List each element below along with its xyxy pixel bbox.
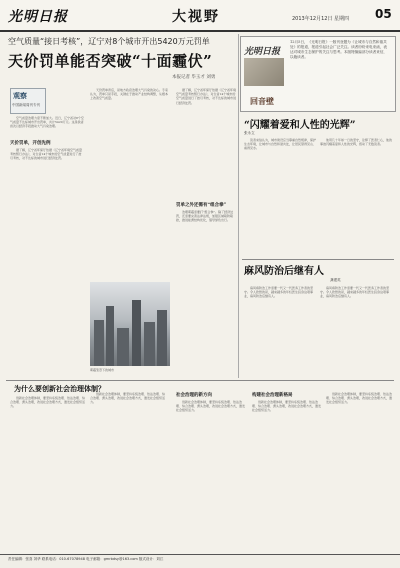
city-smog-photo: [90, 282, 170, 366]
issue-date: 2013年12月12日 星期四: [292, 16, 350, 22]
bottom-col-5: 创新社会治理体制，要坚持系统治理、依法治理、综合治理、源头治理，改进社会治理方式，激发社会组织活力。: [326, 392, 393, 405]
promo-label: 回音壁: [250, 96, 274, 106]
section-separator: [6, 380, 394, 381]
right-article-2-col-2: 麻风病防治工作需要一代又一代医务工作者的坚守。令人欣慰的是，越来越多的年轻医生投身这项事业，麻风防治后继有人。: [320, 286, 390, 299]
lead-column-1: 据了解，辽宁省环保厅依据《辽宁省环境空气质量考核暂行办法》，对全省14个城市的空气质量进行了按月考核，对不达标的城市进行经济处罚。: [10, 148, 83, 161]
lead-subhead-2: 罚单之外还需有“组合拳”: [176, 203, 227, 208]
lead-column-3: 据了解，辽宁省环保厅依据《辽宁省环境空气质量考核暂行办法》，对全省14个城市的空气质量进行了按月考核，对不达标的城市进行经济处罚。: [176, 88, 236, 105]
badge-subtitle: 中国新闻周刊专刊: [12, 103, 40, 107]
bottom-colhead-2: 构建社会治理新格局: [252, 393, 293, 398]
lead-subhead-1: 天价罚单，开创先例: [10, 141, 51, 146]
article-separator: [242, 259, 394, 260]
right-article-2-headline: 麻风防治后继有人: [244, 266, 324, 277]
bottom-col-4: 创新社会治理体制，要坚持系统治理、依法治理、综合治理、源头治理，改进社会治理方式，激发社会组织活力。: [252, 400, 322, 413]
bottom-article-headline: 为什么要创新社会治理体制？: [14, 384, 105, 393]
column-divider: [238, 34, 239, 378]
promo-logo: 光明日报: [244, 47, 281, 57]
newspaper-logo: 光明日报: [8, 9, 68, 25]
promo-image: [244, 58, 284, 86]
page-number: 05: [375, 7, 392, 21]
bottom-colhead-1: 社会治理的新方向: [176, 393, 212, 398]
promo-text: 12月5日，《光明日报》一版刊登题为《让城市与自然和谐共处》的报道，报道引起社会广泛关注。读者纷纷来电来函，表达对城市生态保护的关注与思考。本版特摘编部分读者来信，以飨读者。: [290, 40, 388, 59]
photo-caption: 雾霾笼罩下的城市: [90, 368, 115, 372]
right-article-1-headline: “闪耀着爱和人性的光辉”: [244, 120, 356, 131]
lead-column-1-intro: 空气质量治理力度不断加大。近日，辽宁省对8个空气质量不达标城市开出罚单，共计5420万元。这是我省首次以经济手段推动大气污染治理。: [10, 116, 84, 129]
right-article-2-author: 龚建英: [330, 278, 341, 282]
right-article-1-col-2: 他用几十年如一日的坚守，诠释了医者仁心，他的事迹闪耀着爱和人性的光辉，感动了无数读者。: [320, 138, 392, 147]
right-article-2-col-1: 麻风病防治工作需要一代又一代医务工作者的坚守。令人欣慰的是，越来越多的年轻医生投身这项事业，麻风防治后继有人。: [244, 286, 314, 299]
bottom-col-3: 创新社会治理体制，要坚持系统治理、依法治理、综合治理、源头治理，改进社会治理方式，激发社会组织活力。: [176, 400, 246, 413]
lead-headline: 天价罚单能否突破“十面霾伏”: [8, 52, 213, 70]
lead-kicker: 空气质量“接日考核”，辽宁对8个城市开出5420万元罚单: [8, 37, 210, 46]
lead-column-2: 天价罚单背后，是地方政府治理大气污染的决心。专家认为，罚单只是手段，关键在于推动产业结构调整，从根本上改善空气质量。: [90, 88, 169, 101]
bottom-col-2: 创新社会治理体制，要坚持系统治理、依法治理、综合治理、源头治理，改进社会治理方式，激发社会组织活力。: [90, 392, 166, 405]
section-title: 大视野: [172, 9, 220, 25]
footer-editor-info: 责任编辑：张喜 刘华 联系电话：010-67078948 电子邮箱：gmrbdsy@163.com 版式设计：刘江: [8, 557, 164, 561]
lead-byline: 本报记者 毕玉才 刘勇: [172, 75, 216, 80]
right-article-1-col-1: 读者来信认为，城市建设应当尊重自然规律，保护生态环境，让城市与自然和谐共处，让居民望得见山、看得见水。: [244, 138, 316, 151]
bottom-col-1: 创新社会治理体制，要坚持系统治理、依法治理、综合治理、源头治理，改进社会治理方式，激发社会组织活力。: [10, 396, 86, 409]
badge-title: 观察: [13, 91, 27, 100]
right-article-1-author: 张永立: [244, 131, 255, 135]
lead-column-3b: 治理雾霾需要打“组合拳”。除了经济处罚，还需要完善法律法规，加强区域联防联控，推进能源结构优化，倡导绿色出行。: [176, 210, 234, 223]
